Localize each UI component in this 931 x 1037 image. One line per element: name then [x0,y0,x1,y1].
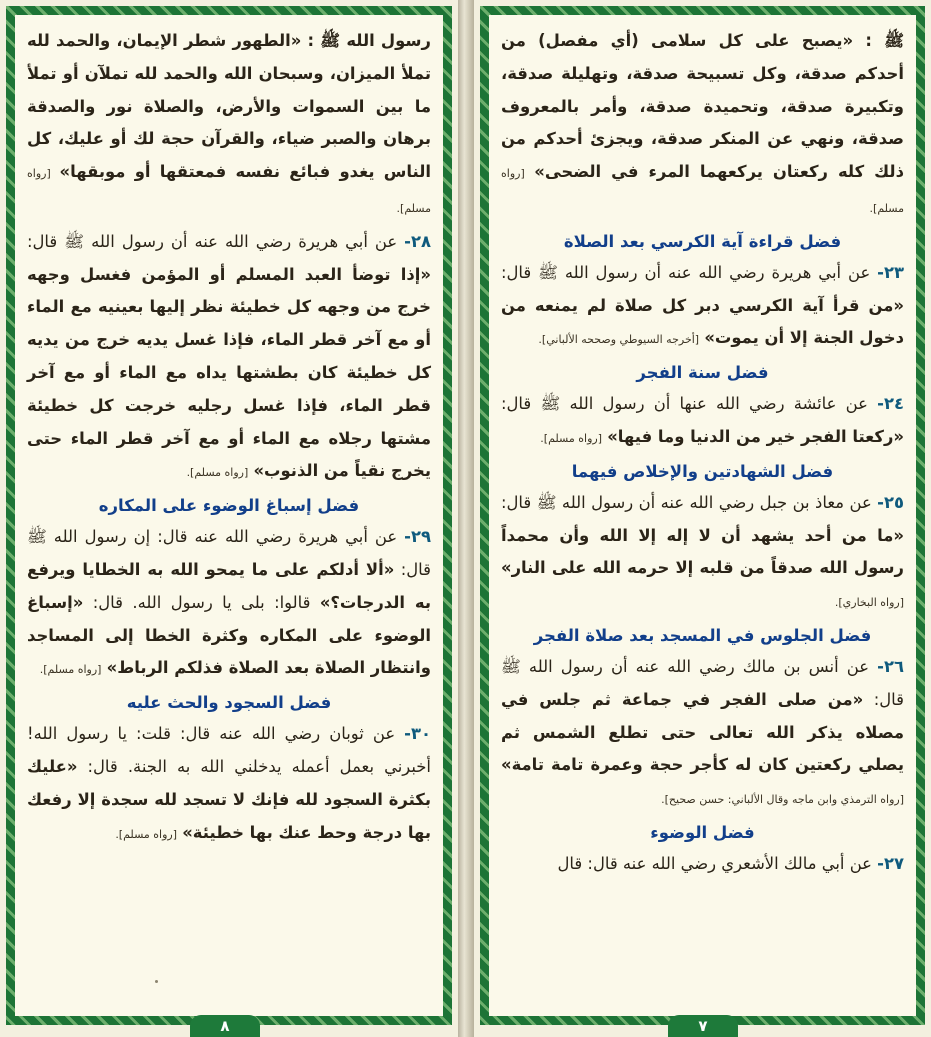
hadith-29 [27,521,431,687]
hadith-text: «ركعتا الفجر خير من الدنيا وما فيها» [607,426,904,446]
hadith-text: «عليك بكثرة السجود لله فإنك لا تسجد لله سجدة إلا رفعك بها درجة وحط عنك بها خطيئة» [27,756,431,842]
hadith-text: «ألا أدلكم على ما يمحو الله به الخطايا ويرفع به الدرجات؟» [27,559,431,612]
hadith-27 [501,848,904,881]
hadith-number: ٢٩- [404,527,431,547]
section-heading: فضل الجلوس في المسجد بعد صلاة الفجر [533,625,872,645]
hadith-25 [501,487,904,620]
right-page-border [480,6,925,1025]
right-page-text [501,25,904,1002]
left-page-border [6,6,452,1025]
hadith-24 [501,388,904,456]
hadith-intro: عن أبي هريرة رضي الله عنه أن رسول الله ﷺ قال: [501,262,871,282]
page-number: ٨ [190,1015,260,1037]
hadith-number: ٢٥- [877,492,904,512]
hadith-text: «من صلى الفجر في جماعة ثم جلس في مصلاه يذكر الله تعالى حتى تطلع الشمس ثم يصلي ركعتين كان له كأجر حجة وعمرة تامة تامة» [501,689,904,775]
hadith-number: ٢٧- [877,853,904,873]
book-spine [458,0,474,1037]
right-page [474,0,931,1037]
section-heading: فضل قراءة آية الكرسي بعد الصلاة [563,231,842,251]
hadith-26 [501,651,904,817]
left-page [0,0,458,1037]
page-number: ٧ [668,1015,738,1037]
section-heading: فضل الشهادتين والإخلاص فيهما [571,461,834,481]
source-citation: [رواه مسلم]. [27,167,431,215]
source-citation: [رواه مسلم]. [39,663,102,677]
section-heading: فضل سنة الفجر [636,363,769,383]
source-citation: [رواه الترمذي وابن ماجه وقال الألباني: حسن صحيح]. [661,793,904,807]
hadith-intro: عن ثوبان رضي الله عنه قال: قلت: يا رسول الله! أخبرني بعمل أعمله يدخلني الله به الجنة. قال: [27,724,431,776]
hadith-text: «إذا توضأ العبد المسلم أو المؤمن فغسل وجهه خرج من وجهه كل خطيئة نظر إليها بعينيه مع الماء أو مع آخر قطر الماء، فإذا غسل يديه خرج من يديه كل خطيئة كان بطشتها يداه مع الماء أو مع آخر قطر الماء، فإذا غسل رجليه خرجت كل خطيئة مشتها رجلاه مع الماء أو مع آخر قطر الماء حتى يخرج نقياً من الذنوب» [27,264,431,481]
continued-hadith [27,25,431,226]
source-citation: [أخرجه السيوطي وصححه الألباني]. [538,333,700,347]
source-citation: [رواه مسلم]. [501,167,904,215]
hadith-number: ٢٦- [877,656,904,676]
section-heading: فضل الوضوء [650,822,755,842]
continued-hadith-text: ﷺ : «يصبح على كل سلامى (أي مفصل) من أحدكم صدقة، وكل تسبيحة صدقة، وتهليلة صدقة، وتكبيرة صدقة، وتحميدة صدقة، وأمر بالمعروف صدقة، ونهي عن المنكر صدقة، ويجزئ أحدكم من ذلك كله ركعتان يركعهما المرء في الضحى» [501,31,904,182]
hadith-text: «ما من أحد يشهد أن لا إله إلا الله وأن محمداً رسول الله صدقاً من قلبه إلا حرمه الله على النار» [501,525,904,578]
hadith-number: ٢٣- [877,262,904,282]
source-citation: [رواه مسلم]. [115,827,177,841]
continued-hadith-text: رسول الله ﷺ : «الطهور شطر الإيمان، والحمد لله تملأ الميزان، وسبحان الله والحمد لله تملآن أو تملأ ما بين السموات والأرض، والصلاة نور والصدقة برهان والصبر ضياء، والقرآن حجة لك أو عليك، كل الناس يغدو فبائع نفسه فمعتقها أو موبقها» [27,31,431,182]
hadith-intro: عن أبي هريرة رضي الله عنه قال: إن رسول الله ﷺ قال: [27,527,431,579]
hadith-text: «إسباغ الوضوء على المكاره وكثرة الخطا إلى المساجد وانتظار الصلاة بعد الصلاة فذلكم الرباط» [27,592,431,678]
hadith-number: ٢٤- [877,394,904,414]
hadith-intro: عن معاذ بن جبل رضي الله عنه أن رسول الله ﷺ قال: [501,492,872,512]
speck [155,980,158,983]
continued-hadith [501,25,904,226]
hadith-23 [501,257,904,357]
hadith-intro: عن أبي هريرة رضي الله عنه أن رسول الله ﷺ قال: [27,231,398,251]
hadith-number: ٢٨- [404,231,431,251]
hadith-intro: عن عائشة رضي الله عنها أن رسول الله ﷺ قال: [501,394,868,414]
source-citation: [رواه البخاري]. [834,596,904,610]
hadith-28 [27,226,431,490]
source-citation: [رواه مسلم]. [186,466,249,480]
hadith-text: «من قرأ آية الكرسي دبر كل صلاة لم يمنعه من دخول الجنة إلا أن يموت» [501,295,904,348]
hadith-intro: عن أبي مالك الأشعري رضي الله عنه قال: قال [557,853,872,873]
hadith-30 [27,718,431,851]
hadith-intro: عن أنس بن مالك رضي الله عنه أن رسول الله ﷺ قال: [501,656,904,709]
section-heading: فضل إسباغ الوضوء على المكاره [98,496,360,516]
left-page-text [27,25,431,1002]
hadith-number: ٣٠- [404,724,431,744]
section-heading: فضل السجود والحث عليه [126,693,332,713]
source-citation: [رواه مسلم]. [540,431,602,445]
hadith-narration: قالوا: بلى يا رسول الله. قال: [92,592,311,612]
